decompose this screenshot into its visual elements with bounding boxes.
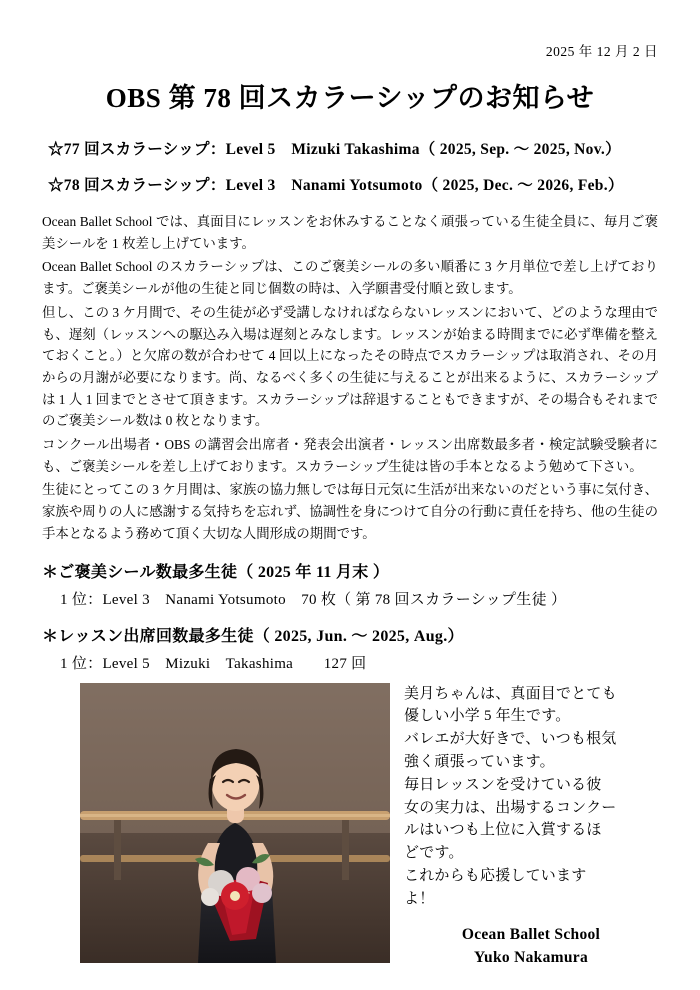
comment-line-9: これからも応援しています [404,867,587,884]
comment-line-8: どです。 [404,845,464,862]
comment-line-2: 優しい小学 5 年生です。 [404,708,571,725]
signature-name: Yuko Nakamura [473,948,588,966]
comment-line-1: 美月ちゃんは、真面目でとても [404,685,617,702]
photo-and-comment-section [42,683,658,969]
teacher-comment [404,683,658,969]
attendance-heading: ＊レッスン出席回数最多生徒（ 2025, Jun. 〜 2025, Aug.） [42,627,464,645]
scholarship-line-77: ☆77 回スカラーシップ：Level 5 Mizuki Takashima（ 2025, Sep. 〜 2025, Nov.） [48,141,621,158]
paragraph-2: Ocean Ballet School のスカラーシップは、このご褒美シールの多い順番に 3 ケ月単位で差し上げております。ご褒美シールが他の生徒と同じ個数の時は、入学願書受付順と致します。 [42,259,658,297]
comment-line-5: 毎日レッスンを受けている彼 [404,776,602,793]
comment-line-4: 強く頑張っています。 [404,753,555,770]
paragraph-3: 但し、この 3 ケ月間で、その生徒が必ず受講しなければならないレッスンにおいて、どのような理由でも、遅刻（レッスンへの駆込み入場は遅刻とみなします。レッスンが始まる時間までに必ず準備を整えておくこと。）と欠席の数が合わせて 4 回以上になったその時点でスカラーシップは取消され、その月からの月謝が必要になります。尚、なるべく多くの生徒に与えることが出来るように、スカラーシップは 1 人 1 回までとさせて頂きます。スカラーシップは辞退することもできますが、その場合もそれまでのご褒美シール数は 0 枚となります。 [42,304,658,429]
comment-line-10: よ！ [404,890,435,907]
signature-block [404,923,658,970]
paragraph-5: 生徒にとってこの 3 ケ月間は、家族の協力無しでは毎日元気に生活が出来ないのだという事に気付き、家族や周りの人に感謝する気持ちを忘れず、協調性を身につけて自分の行動に責任を持ち、他の生徒の手本となるよう務めて頂く大切な人間形成の期間です。 [42,482,658,541]
scholarship-line-78: ☆78 回スカラーシップ：Level 3 Nanami Yotsumoto（ 2025, Dec. 〜 2026, Feb.） [48,177,624,194]
body-text [42,211,658,545]
comment-line-6: 女の実力は、出場するコンクー [404,799,617,816]
sticker-count-heading: ＊ご褒美シール数最多生徒（ 2025 年 11 月末 ） [42,563,390,581]
comment-line-3: バレエが大好きで、いつも根気 [404,731,617,748]
page-title: OBS 第 78 回スカラーシップのお知らせ [105,83,595,113]
document-date: 2025 年 12 月 2 日 [545,44,658,59]
comment-line-7: ルはいつも上位に入賞するほ [404,822,602,839]
student-photo-with-bouquet [80,683,390,963]
sticker-count-detail: 1 位：Level 3 Nanami Yotsumoto 70 枚（ 第 78 回スカラーシップ生徒 ） [60,591,567,608]
paragraph-1: Ocean Ballet School では、真面目にレッスンをお休みすることなく頑張っている生徒全員に、毎月ご褒美シールを 1 枚差し上げています。 [42,214,658,251]
attendance-detail: 1 位：Level 5 Mizuki Takashima 127 回 [60,655,367,672]
signature-school: Ocean Ballet School [461,925,601,943]
paragraph-4: コンクール出場者・OBS の講習会出席者・発表会出演者・レッスン出席数最多者・検定試験受験者にも、ご褒美シールを差し上げております。スカラーシップ生徒は皆の手本となるよう勉めて下さい。 [42,437,658,474]
